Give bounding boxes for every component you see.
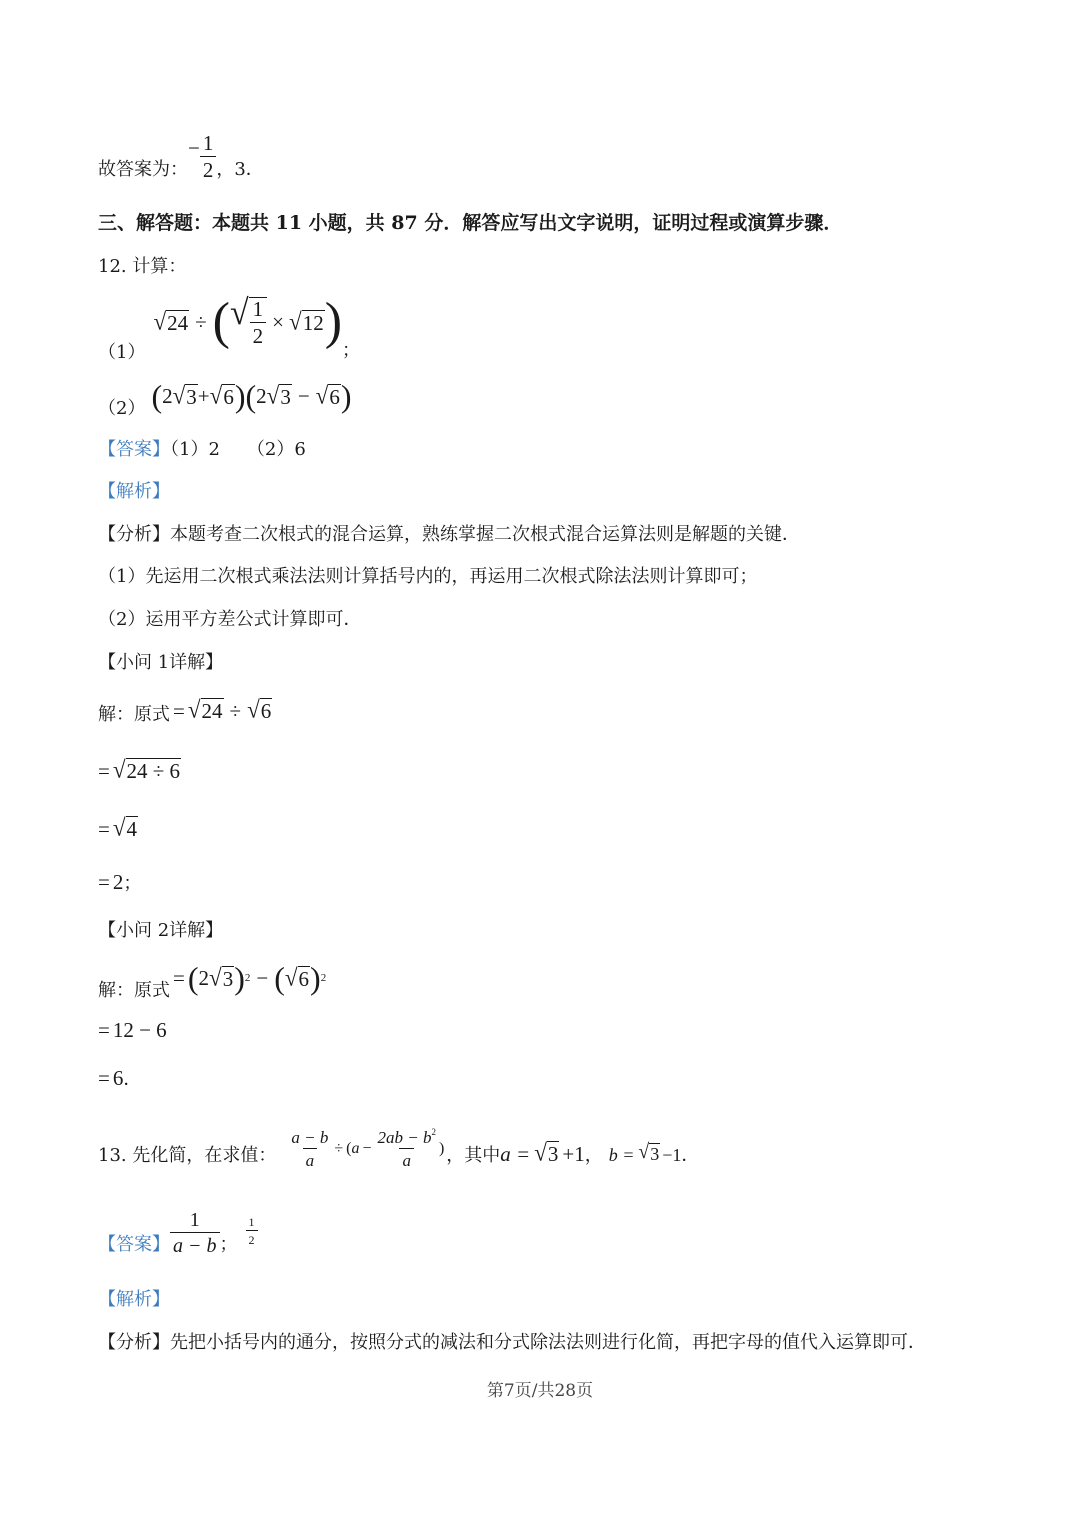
q12-answer [98, 441, 306, 459]
q12-step-2: = √ 24 ÷ 6 [98, 755, 181, 784]
fraction-numerator: 1 [248, 1215, 255, 1229]
answer-text: （1）2 （2）6 [170, 439, 306, 460]
sqrt-3: 3 [547, 1141, 559, 1166]
square-exponent: 2 [244, 971, 251, 984]
q13-analysis-tag: 【解析】 [98, 1289, 170, 1310]
sqrt-6: 6 [260, 699, 272, 723]
coef-2: 2 [256, 383, 267, 408]
sqrt-24: 24 [167, 310, 189, 335]
minus-sign: − [362, 1139, 372, 1157]
part1-label: （1） [98, 342, 146, 363]
part1-end: ； [342, 340, 361, 361]
minus-one: −1 [662, 1145, 682, 1165]
previous-answer-line [98, 133, 264, 181]
question-end: ． [681, 1145, 700, 1166]
equals-sign: = [98, 817, 110, 842]
divide-sign: ÷ [195, 309, 207, 334]
step-end: ； [123, 873, 142, 894]
sqrt-3: 3 [222, 966, 234, 991]
coef-2: 2 [162, 383, 173, 408]
fraction-denominator: a − b [170, 1232, 220, 1256]
fenxi-text: 本题考查二次根式的混合运算，熟练掌握二次根式混合运算法则是解题的关键． [170, 524, 800, 545]
equals-sign: = [98, 870, 110, 894]
answer-prefix: 故答案为： [98, 159, 188, 180]
answer-value-fraction [246, 1216, 258, 1246]
q12-detail2-tag: 【小问 2详解】 [98, 920, 224, 941]
fenxi-text: 先把小括号内的通分，按照分式的减法和分式除法法则进行化简，再把字母的值代入运算即可． [170, 1332, 926, 1353]
divide-sign: ÷ [334, 1139, 344, 1157]
sqrt-6: 6 [223, 384, 234, 409]
answer-minus: − [188, 136, 200, 160]
solution-prefix: 解：原式 [98, 980, 170, 1001]
fraction-numerator: 2ab − b [377, 1128, 432, 1147]
condition-text: ，其中 [446, 1145, 501, 1166]
q12-detail1-tag: 【小问 1详解】 [98, 652, 224, 673]
comma: ， [584, 1145, 603, 1166]
q12-hint-2: （2）运用平方差公式计算即可． [98, 609, 362, 630]
plus-sign: + [197, 383, 210, 408]
sqrt-24-div-6: 24 ÷ 6 [126, 759, 181, 783]
a-value: a = √ 3 +1 [500, 1138, 585, 1166]
q12-analysis-tag: 【解析】 [98, 481, 170, 502]
q13-expression [288, 1128, 444, 1169]
fenxi-tag: 【分析】 [98, 524, 170, 545]
fraction-denominator: 2 [250, 322, 267, 347]
fraction-denominator: 2 [200, 156, 217, 181]
question-12-label: 12. 计算： [98, 256, 187, 277]
equals-sign: = [98, 1018, 110, 1042]
open-paren: ( [346, 1139, 352, 1157]
coef-2: 2 [198, 965, 209, 990]
step-5-expression: = ( 2 √ 3 ) 2 − ( √ 6 ) 2 [173, 960, 327, 996]
step-1-expression: = √ 24 ÷ √ 6 [173, 695, 272, 724]
answer-fraction [200, 133, 217, 181]
minus-sign: − [297, 383, 310, 408]
result-value: 6 [112, 1066, 124, 1090]
answer-tail: ，3． [216, 159, 264, 180]
step-end: ． [123, 1069, 142, 1090]
b-value: b = √ 3 −1 [608, 1140, 682, 1165]
sqrt-3: 3 [280, 384, 291, 409]
answer-tag: 【答案】 [98, 1234, 170, 1255]
part1-expression: √ 24 ÷ ( √ $\frac{1}{2}$ × √ 12 ) [153, 293, 343, 350]
q12-step-6 [98, 1020, 167, 1041]
q13-answer [98, 1210, 258, 1256]
sqrt-24: 24 [201, 699, 223, 723]
equals-sign: = [173, 699, 185, 724]
plus-one: +1 [562, 1142, 585, 1166]
fraction-denominator: a [399, 1148, 414, 1169]
q13-fenxi [98, 1334, 926, 1352]
answer-fraction [170, 1210, 220, 1256]
square-exponent: 2 [320, 971, 327, 984]
q12-step-5 [98, 962, 326, 1000]
sqrt-6: 6 [298, 966, 310, 991]
section-heading: 三、解答题：本题共 11 小题，共 87 分．解答应写出文字说明，证明过程或演算步骤． [98, 212, 843, 234]
expression-12-minus-6: 12 − 6 [112, 1018, 167, 1042]
fraction-numerator: 1 [189, 1209, 200, 1231]
a-equals: a = [500, 1142, 531, 1166]
sqrt-3: 3 [650, 1144, 660, 1165]
q13-question [98, 1127, 700, 1170]
fraction-denominator: a [303, 1148, 318, 1169]
sqrt-12: 12 [302, 310, 324, 335]
question-13-label: 13. 先化简，在求值： [98, 1145, 277, 1166]
q12-step-4 [98, 872, 141, 893]
q12-hint-1: （1）先运用二次根式乘法法则计算括号内的，再运用二次根式除法法则计算即可； [98, 566, 758, 587]
sqrt-3: 3 [186, 384, 197, 409]
equals-sign: = [98, 759, 110, 784]
result-value: 2 [112, 870, 124, 894]
q12-part2 [98, 380, 352, 418]
minus-sign: − [256, 965, 269, 990]
fraction-numerator: 1 [202, 131, 214, 155]
sqrt-4: 4 [126, 817, 138, 841]
q12-step-1 [98, 695, 272, 726]
sqrt-6: 6 [329, 384, 340, 409]
fraction-numerator: a − b [291, 1127, 329, 1147]
solution-prefix: 解：原式 [98, 704, 170, 726]
times-sign: × [272, 309, 285, 334]
square-exponent: 2 [431, 1127, 436, 1137]
q12-part1 [98, 293, 361, 363]
b-equals: b = [608, 1145, 635, 1165]
answer-tag: 【答案】 [98, 439, 170, 460]
close-paren: ) [438, 1139, 445, 1157]
fenxi-tag: 【分析】 [98, 1332, 170, 1353]
fraction-numerator: 1 [252, 297, 264, 321]
page-number: 第7页/共28页 [486, 1381, 594, 1401]
fraction-denominator: 2 [246, 1230, 258, 1246]
part2-label: （2） [98, 398, 146, 419]
equals-sign: = [173, 965, 185, 990]
divide-sign: ÷ [229, 699, 242, 724]
variable-a: a [351, 1139, 360, 1157]
equals-sign: = [98, 1066, 110, 1090]
q12-step-7 [98, 1068, 141, 1089]
q12-step-3: = √ 4 [98, 813, 138, 842]
semicolon: ； [219, 1234, 238, 1255]
q12-fenxi [98, 526, 800, 544]
part2-expression: ( 2 √ 3 + √ 6 )( 2 √ 3 − √ 6 ) [151, 378, 352, 414]
